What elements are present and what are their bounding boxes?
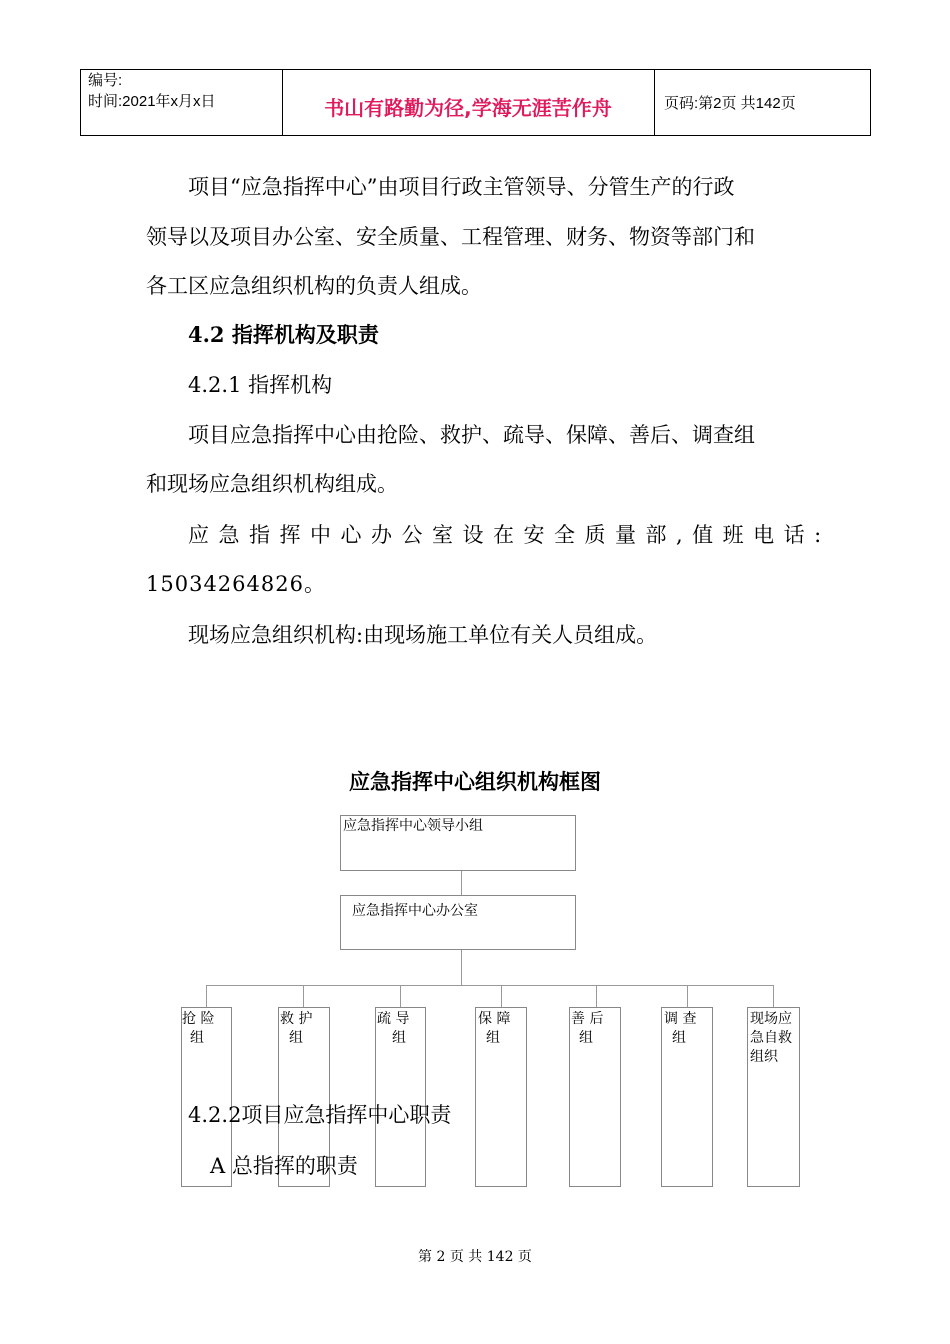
paragraph-3-line-1: 应急指挥中心办公室设在安全质量部,值班电话: <box>188 523 831 547</box>
page-footer: 第 2 页 共 142 页 <box>418 1249 532 1265</box>
header-left-border <box>80 69 81 136</box>
group-support-label-2: 组 <box>486 1030 500 1046</box>
group-evacuation-label-1: 疏 导 <box>377 1011 410 1027</box>
header-top-border <box>80 69 871 70</box>
section-heading-4-2: 4.2 指挥机构及职责 <box>188 322 379 347</box>
document-time-label: 时间:2021年x月x日 <box>88 93 216 110</box>
group-onsite-label-1: 现场应 <box>750 1011 792 1027</box>
connector-horizontal-bus <box>206 985 774 986</box>
group-aftermath-label-2: 组 <box>579 1030 593 1046</box>
section-heading-4-2-1: 4.2.1 指挥机构 <box>188 373 333 397</box>
group-box-support <box>475 1007 527 1187</box>
group-medical-label-1: 救 护 <box>280 1011 313 1027</box>
paragraph-4: 现场应急组织机构:由现场施工单位有关人员组成。 <box>188 623 658 647</box>
connector-drop-3 <box>400 985 401 1007</box>
connector-drop-1 <box>206 985 207 1007</box>
header-bottom-border <box>80 135 871 136</box>
group-investigation-label-1: 调 查 <box>664 1011 697 1027</box>
group-onsite-label-3: 组织 <box>750 1049 778 1065</box>
connector-drop-7 <box>773 985 774 1007</box>
paragraph-1-line-1: 项目“应急指挥中心”由项目行政主管领导、分管生产的行政 <box>188 175 735 199</box>
connector-drop-5 <box>596 985 597 1007</box>
group-investigation-label-2: 组 <box>672 1030 686 1046</box>
group-box-investigation <box>661 1007 713 1187</box>
group-medical-label-2: 组 <box>289 1030 303 1046</box>
connector-drop-2 <box>303 985 304 1007</box>
group-onsite-label-2: 急自救 <box>750 1030 792 1046</box>
connector-office-bus <box>461 950 462 985</box>
leader-group-label: 应急指挥中心领导小组 <box>343 818 483 834</box>
connector-leader-office <box>461 871 462 895</box>
paragraph-2-line-1: 项目应急指挥中心由抢险、救护、疏导、保障、善后、调查组 <box>188 423 755 447</box>
section-heading-4-2-2: 4.2.2项目应急指挥中心职责 <box>188 1103 452 1127</box>
group-evacuation-label-2: 组 <box>392 1030 406 1046</box>
group-support-label-1: 保 障 <box>478 1011 511 1027</box>
group-rescue-label-2: 组 <box>190 1030 204 1046</box>
item-a-heading: A 总指挥的职责 <box>210 1154 358 1178</box>
group-rescue-label-1: 抢 险 <box>182 1011 215 1027</box>
office-label: 应急指挥中心办公室 <box>352 903 478 919</box>
paragraph-2-line-2: 和现场应急组织机构组成。 <box>146 472 398 496</box>
header-right-border <box>870 69 871 136</box>
paragraph-3-line-2: 15034264826。 <box>146 572 326 596</box>
diagram-title: 应急指挥中心组织机构框图 <box>349 770 601 794</box>
connector-drop-6 <box>687 985 688 1007</box>
paragraph-1-line-2: 领导以及项目办公室、安全质量、工程管理、财务、物资等部门和 <box>146 225 755 249</box>
paragraph-1-line-3: 各工区应急组织机构的负责人组成。 <box>146 274 482 298</box>
group-box-aftermath <box>569 1007 621 1187</box>
connector-drop-4 <box>501 985 502 1007</box>
header-divider-2 <box>654 69 655 136</box>
header-page-label: 页码:第2页 共142页 <box>664 95 796 112</box>
header-motto: 书山有路勤为径,学海无涯苦作舟 <box>324 96 612 120</box>
group-aftermath-label-1: 善 后 <box>571 1011 604 1027</box>
document-number-label: 编号: <box>88 72 123 89</box>
